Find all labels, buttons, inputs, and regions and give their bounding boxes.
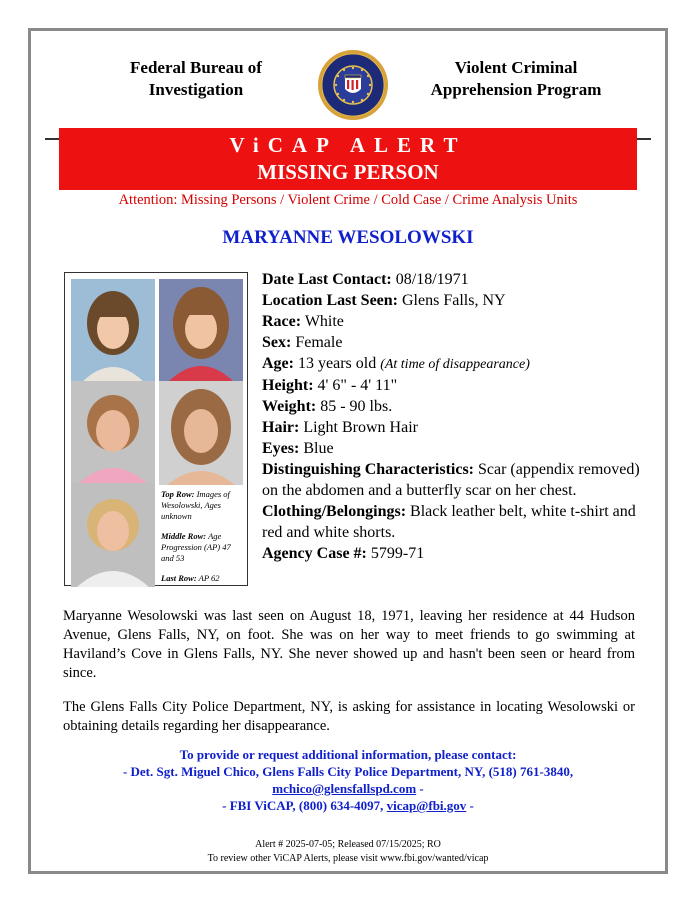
detail-location [262,290,642,311]
photo-caption [161,489,245,584]
photo-middle-left [71,381,155,485]
detail-label: Clothing/Belongings: [262,503,407,520]
detail-eyes [262,438,642,459]
detail-label: Height: [262,377,314,394]
detail-value: Scar (appendix removed) on the abdomen and a butterfly scar on her chest. [262,461,640,499]
detail-label: Hair: [262,419,300,436]
detail-label: Eyes: [262,440,300,457]
fbi-seal-icon [317,49,389,121]
contact-heading: To provide or request additional information, please contact: [179,747,517,762]
caption-middle-text: Age Progression (AP) 47 and 53 [161,531,231,563]
detail-race [262,311,642,332]
detail-sex [262,332,642,353]
dash: - [419,781,424,796]
caption-last-text: AP 62 [198,573,220,583]
caption-last-label: Last Row: [161,573,197,583]
detail-value: 08/18/1971 [395,271,469,288]
detail-date [262,269,642,290]
detail-note: (At time of disappearance) [380,357,530,372]
dash: - [469,798,474,813]
caption-top-label: Top Row: [161,489,195,499]
contact-block [51,746,645,814]
detail-value: 13 years old [297,355,377,372]
contact-email-line [51,780,645,797]
caption-middle-label: Middle Row: [161,531,207,541]
detail-height [262,375,642,396]
program-name [416,57,616,101]
agency-name-line1: Federal Bureau of [130,58,262,77]
detail-weight [262,396,642,417]
detail-label: Sex: [262,334,292,351]
detail-value: 85 - 90 lbs. [320,398,393,415]
detail-age [262,353,642,375]
detail-label: Date Last Contact: [262,271,392,288]
detail-value: Glens Falls, NY [402,292,506,309]
detail-value: Black leather belt, white t-shirt and red and white shorts. [262,503,636,541]
details-list [262,269,642,564]
photo-last-row [71,483,155,587]
alert-banner [59,128,637,190]
footer [31,838,665,866]
program-name-line1: Violent Criminal [454,58,578,77]
detail-characteristics [262,459,642,501]
detail-label: Race: [262,313,302,330]
detail-label: Distinguishing Characteristics: [262,461,474,478]
agency-name-line2: Investigation [148,80,244,99]
photo-top-left [71,279,155,383]
detail-value: Light Brown Hair [303,419,418,436]
subject-name: MARYANNE WESOLOWSKI [222,227,474,248]
contact-line-2 [51,797,645,814]
email-link-chico[interactable]: mchico@glensfallspd.com [272,781,417,796]
detail-value: White [304,313,344,330]
detail-clothing [262,501,642,543]
detail-case-number [262,543,642,564]
detail-label: Weight: [262,398,317,415]
detail-label: Location Last Seen: [262,292,398,309]
detail-hair [262,417,642,438]
header [31,49,665,129]
detail-value: 5799-71 [370,545,425,562]
narrative-paragraph: Maryanne Wesolowski was last seen on August 18, 1971, leaving her residence at 44 Hudson Avenue, Glens Falls, NY, on foot. She was on her way to meet friends to go swimming at Haviland’s Cove in Glens Falls, NY. She never showed up and hasn't been seen or heard from since. [63,608,635,681]
fbi-vicap-contact: - FBI ViCAP, (800) 634-4097, [222,798,384,813]
detail-label: Age: [262,355,294,372]
attention-line: Attention: Missing Persons / Violent Crime / Cold Case / Crime Analysis Units [118,192,578,208]
detail-value: Blue [303,440,334,457]
banner-subtitle: MISSING PERSON [257,160,439,184]
website-note: To review other ViCAP Alerts, please visit www.fbi.gov/wanted/vicap [207,853,489,864]
caption-top-text: Images of Wesolowski, Ages unknown [161,489,230,521]
detail-value: Female [295,334,343,351]
detail-value: 4' 6" - 4' 11" [317,377,398,394]
alert-frame [28,28,668,874]
email-link-vicap[interactable]: vicap@fbi.gov [386,798,467,813]
photo-panel [64,272,248,586]
agency-name [111,57,281,101]
photo-top-right [159,279,243,383]
alert-number: Alert # 2025-07-05; Released 07/15/2025; RO [255,839,441,850]
program-name-line2: Apprehension Program [430,80,602,99]
detail-label: Agency Case #: [262,545,367,562]
banner-title: ViCAP ALERT [229,133,467,157]
contact-line-1: - Det. Sgt. Miguel Chico, Glens Falls City Police Department, NY, (518) 761-3840, [122,764,574,779]
photo-middle-right [159,381,243,485]
request-paragraph: The Glens Falls City Police Department, NY, is asking for assistance in locating Wesolowski or obtaining details regarding her disappearance. [63,699,635,734]
